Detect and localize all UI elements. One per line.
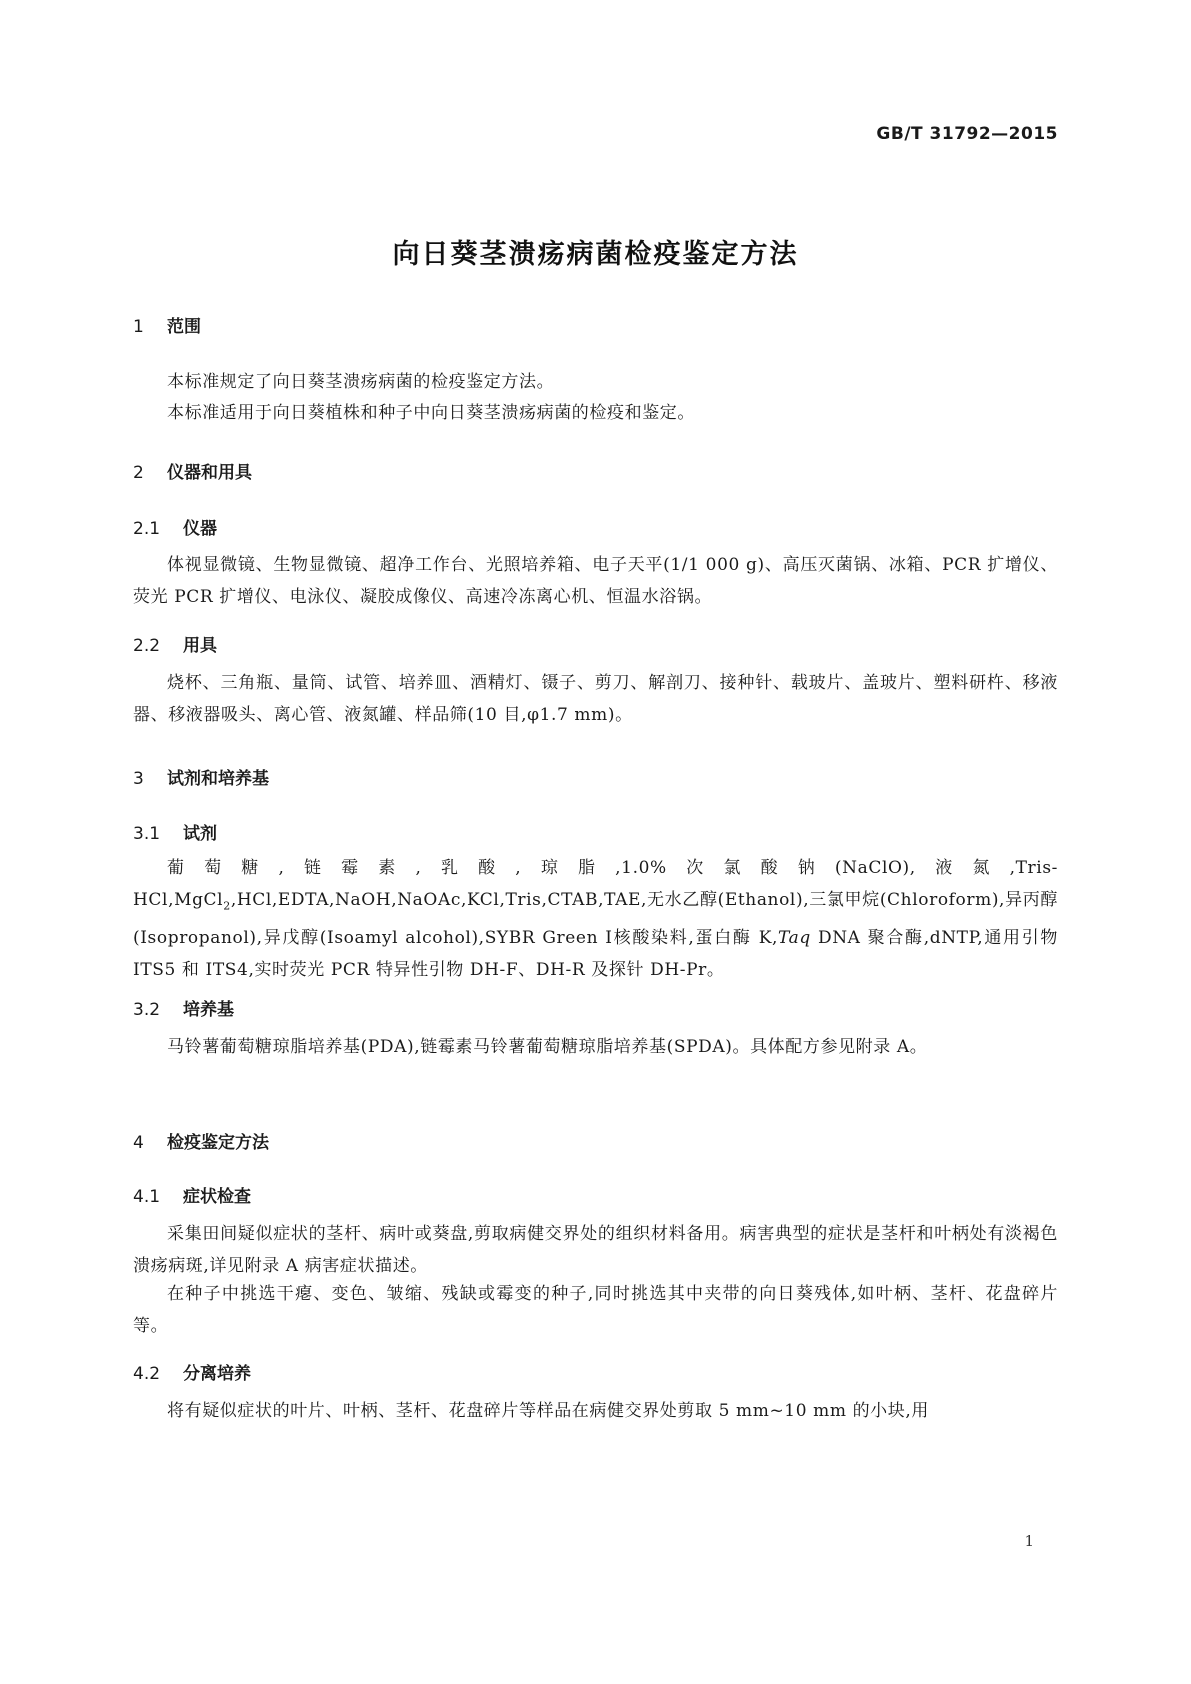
paragraph: 马铃薯葡萄糖琼脂培养基(PDA),链霉素马铃薯葡萄糖琼脂培养基(SPDA)。具体配方参见附录 A。 bbox=[167, 1037, 928, 1057]
section-heading-1 bbox=[133, 312, 201, 337]
paragraph: 本标准适用于向日葵植株和种子中向日葵茎溃疡病菌的检疫和鉴定。 bbox=[167, 403, 695, 423]
section-number: 3.1 bbox=[133, 824, 161, 844]
paragraph-reagents bbox=[133, 852, 1058, 986]
section-number: 2.2 bbox=[133, 636, 161, 656]
page-number: 1 bbox=[1024, 1532, 1034, 1550]
subsection-heading-3-2 bbox=[133, 995, 234, 1020]
section-heading-4 bbox=[133, 1128, 269, 1153]
section-title: 检疫鉴定方法 bbox=[167, 1133, 269, 1153]
section-title: 仪器和用具 bbox=[167, 463, 252, 483]
paragraph: 烧杯、三角瓶、量筒、试管、培养皿、酒精灯、镊子、剪刀、解剖刀、接种针、载玻片、盖玻片、塑料研杵、移液器、移液器吸头、离心管、液氮罐、样品筛(10 目,φ1.7 mm)。 bbox=[133, 673, 1058, 725]
section-title: 分离培养 bbox=[183, 1364, 251, 1384]
section-number: 3 bbox=[133, 769, 144, 789]
subsection-heading-4-2 bbox=[133, 1359, 251, 1384]
section-number: 2.1 bbox=[133, 519, 161, 539]
section-title: 试剂 bbox=[183, 824, 217, 844]
section-number: 3.2 bbox=[133, 1000, 161, 1020]
reagents-text: 葡萄糖,链霉素,乳酸,琼脂,1.0%次氯酸钠(NaClO),液氮,Tris-HCl,MgCl bbox=[133, 858, 1058, 910]
section-heading-2 bbox=[133, 458, 252, 483]
italic-term: Taq bbox=[778, 928, 811, 949]
standard-number: GB/T 31792—2015 bbox=[876, 124, 1058, 144]
section-title: 范围 bbox=[167, 317, 201, 337]
paragraph: 体视显微镜、生物显微镜、超净工作台、光照培养箱、电子天平(1/1 000 g)、高压灭菌锅、冰箱、PCR 扩增仪、荧光 PCR 扩增仪、电泳仪、凝胶成像仪、高速冷冻离心机、恒温水浴锅。 bbox=[133, 555, 1058, 607]
subscript: 2 bbox=[223, 899, 231, 913]
reagents-text: DNA 聚合酶,dNTP,通用引物 ITS5 和 ITS4,实时荧光 PCR 特异性引物 DH-F、DH-R 及探针 DH-Pr。 bbox=[133, 928, 1059, 981]
section-number: 4.2 bbox=[133, 1364, 161, 1384]
paragraph: 本标准规定了向日葵茎溃疡病菌的检疫鉴定方法。 bbox=[167, 372, 555, 392]
subsection-heading-2-1 bbox=[133, 514, 217, 539]
section-number: 2 bbox=[133, 463, 144, 483]
document-title: 向日葵茎溃疡病菌检疫鉴定方法 bbox=[392, 239, 799, 270]
paragraph: 将有疑似症状的叶片、叶柄、茎杆、花盘碎片等样品在病健交界处剪取 5 mm~10 mm 的小块,用 bbox=[167, 1401, 929, 1421]
subsection-heading-3-1 bbox=[133, 819, 217, 844]
section-title: 仪器 bbox=[183, 519, 217, 539]
section-heading-3 bbox=[133, 764, 269, 789]
section-number: 4 bbox=[133, 1133, 144, 1153]
paragraph: 在种子中挑选干瘪、变色、皱缩、残缺或霉变的种子,同时挑选其中夹带的向日葵残体,如叶柄、茎杆、花盘碎片等。 bbox=[133, 1284, 1058, 1336]
paragraph: 采集田间疑似症状的茎杆、病叶或葵盘,剪取病健交界处的组织材料备用。病害典型的症状是茎杆和叶柄处有淡褐色溃疡病斑,详见附录 A 病害症状描述。 bbox=[133, 1224, 1058, 1276]
reagents-text: ,HCl,EDTA,NaOH,NaOAc,KCl,Tris,CTAB,TAE,无水乙醇(Ethanol),三氯甲烷(Chloroform),异丙醇(Isopropanol),异戊醇(Isoamyl alcohol),SYBR Green Ⅰ核酸染料,蛋白酶 K, bbox=[133, 890, 1058, 949]
section-number: 4.1 bbox=[133, 1187, 161, 1207]
section-title: 试剂和培养基 bbox=[167, 769, 269, 789]
subsection-heading-4-1 bbox=[133, 1182, 251, 1207]
section-title: 培养基 bbox=[183, 1000, 234, 1020]
section-number: 1 bbox=[133, 317, 144, 337]
section-title: 用具 bbox=[183, 636, 217, 656]
section-title: 症状检查 bbox=[183, 1187, 251, 1207]
subsection-heading-2-2 bbox=[133, 631, 217, 656]
